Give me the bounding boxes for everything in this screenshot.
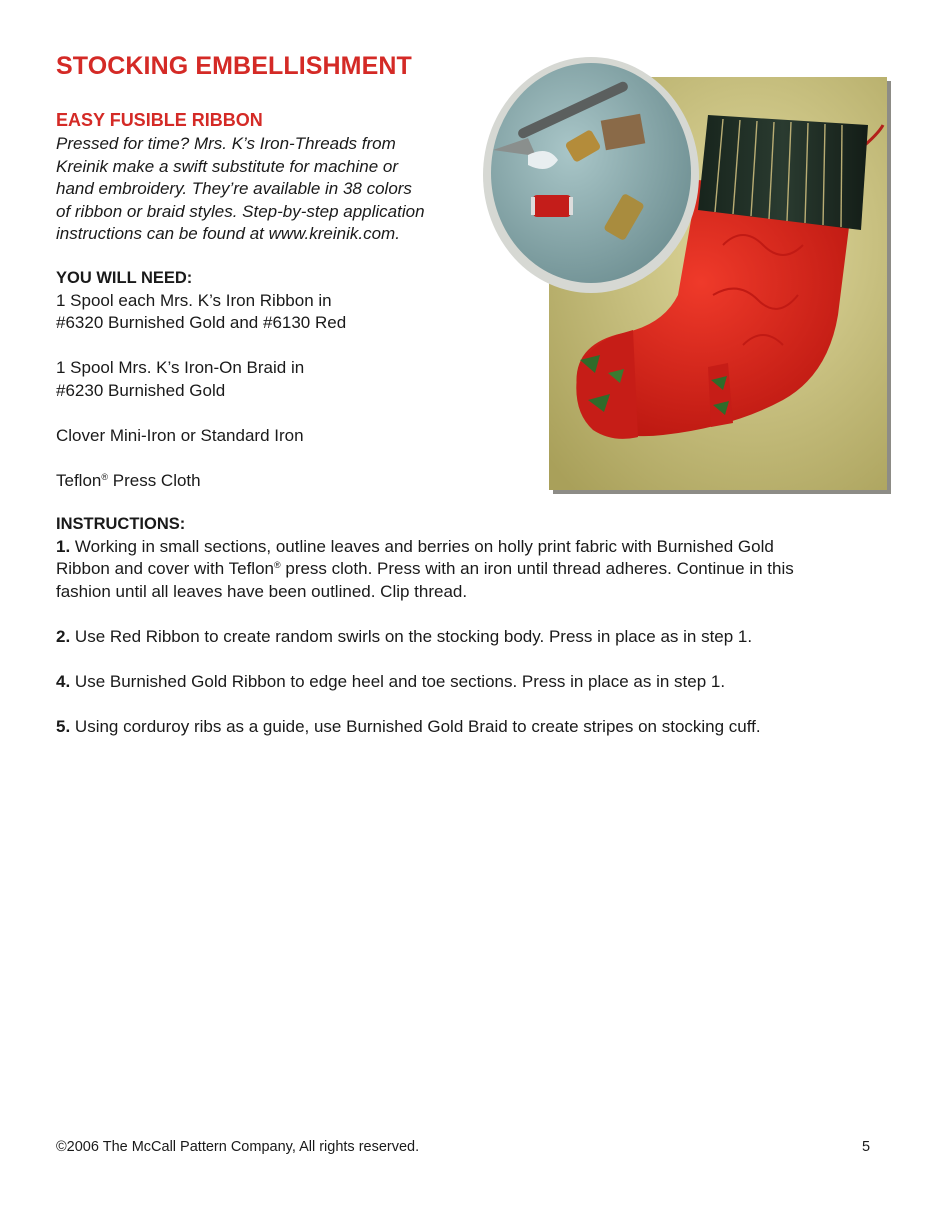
- intro-line: hand embroidery. They’re available in 38 colors: [56, 179, 412, 198]
- step-number: 2.: [56, 626, 71, 646]
- instructions: [56, 513, 896, 738]
- stocking-photo: [483, 55, 895, 500]
- intro-line: Pressed for time? Mrs. K’s Iron-Threads from: [56, 134, 396, 153]
- page-title: STOCKING EMBELLISHMENT: [56, 52, 412, 80]
- red-spool: [531, 195, 573, 217]
- step-number: 1.: [56, 536, 71, 556]
- intro-line: of ribbon or braid styles. Step-by-step application: [56, 201, 425, 221]
- step-number: 5.: [56, 716, 71, 736]
- material-item: 1 Spool Mrs. K’s Iron-On Braid in #6230 Burnished Gold: [56, 358, 305, 400]
- materials-list: [56, 267, 476, 492]
- materials-heading: YOU WILL NEED:: [56, 269, 193, 287]
- step-number: 4.: [56, 671, 71, 691]
- intro-line: Kreinik make a swift substitute for machine or: [56, 156, 399, 176]
- instruction-step: 1. Working in small sections, outline leaves and berries on holly print fabric with Burnished Gold Ribbon and cover with Teflon® press cloth. Press with an iron until thread adheres. Continue in this fashion until all leaves have been outlined. Clip thread.: [56, 536, 794, 601]
- material-item: 1 Spool each Mrs. K’s Iron Ribbon in #6320 Burnished Gold and #6130 Red: [56, 290, 347, 332]
- page-number: 5: [862, 1139, 871, 1155]
- intro-line: instructions can be found at www.kreinik.com.: [56, 224, 400, 243]
- instructions-heading: INSTRUCTIONS:: [56, 515, 186, 533]
- material-item: Clover Mini-Iron or Standard Iron: [56, 425, 304, 445]
- inset-photo: [491, 63, 691, 283]
- intro-paragraph: [56, 133, 476, 246]
- instruction-step: 5. Using corduroy ribs as a guide, use Burnished Gold Braid to create stripes on stocking cuff.: [56, 716, 761, 736]
- copyright: ©2006 The McCall Pattern Company, All rights reserved.: [56, 1139, 420, 1155]
- instruction-step: 4. Use Burnished Gold Ribbon to edge heel and toe sections. Press in place as in step 1.: [56, 671, 726, 691]
- instruction-step: 2. Use Red Ribbon to create random swirls on the stocking body. Press in place as in step 1.: [56, 626, 753, 646]
- registered-mark: ®: [274, 560, 281, 570]
- material-item: Teflon® Press Cloth: [56, 470, 201, 490]
- registered-mark: ®: [101, 471, 109, 482]
- section-title: EASY FUSIBLE RIBBON: [56, 110, 263, 130]
